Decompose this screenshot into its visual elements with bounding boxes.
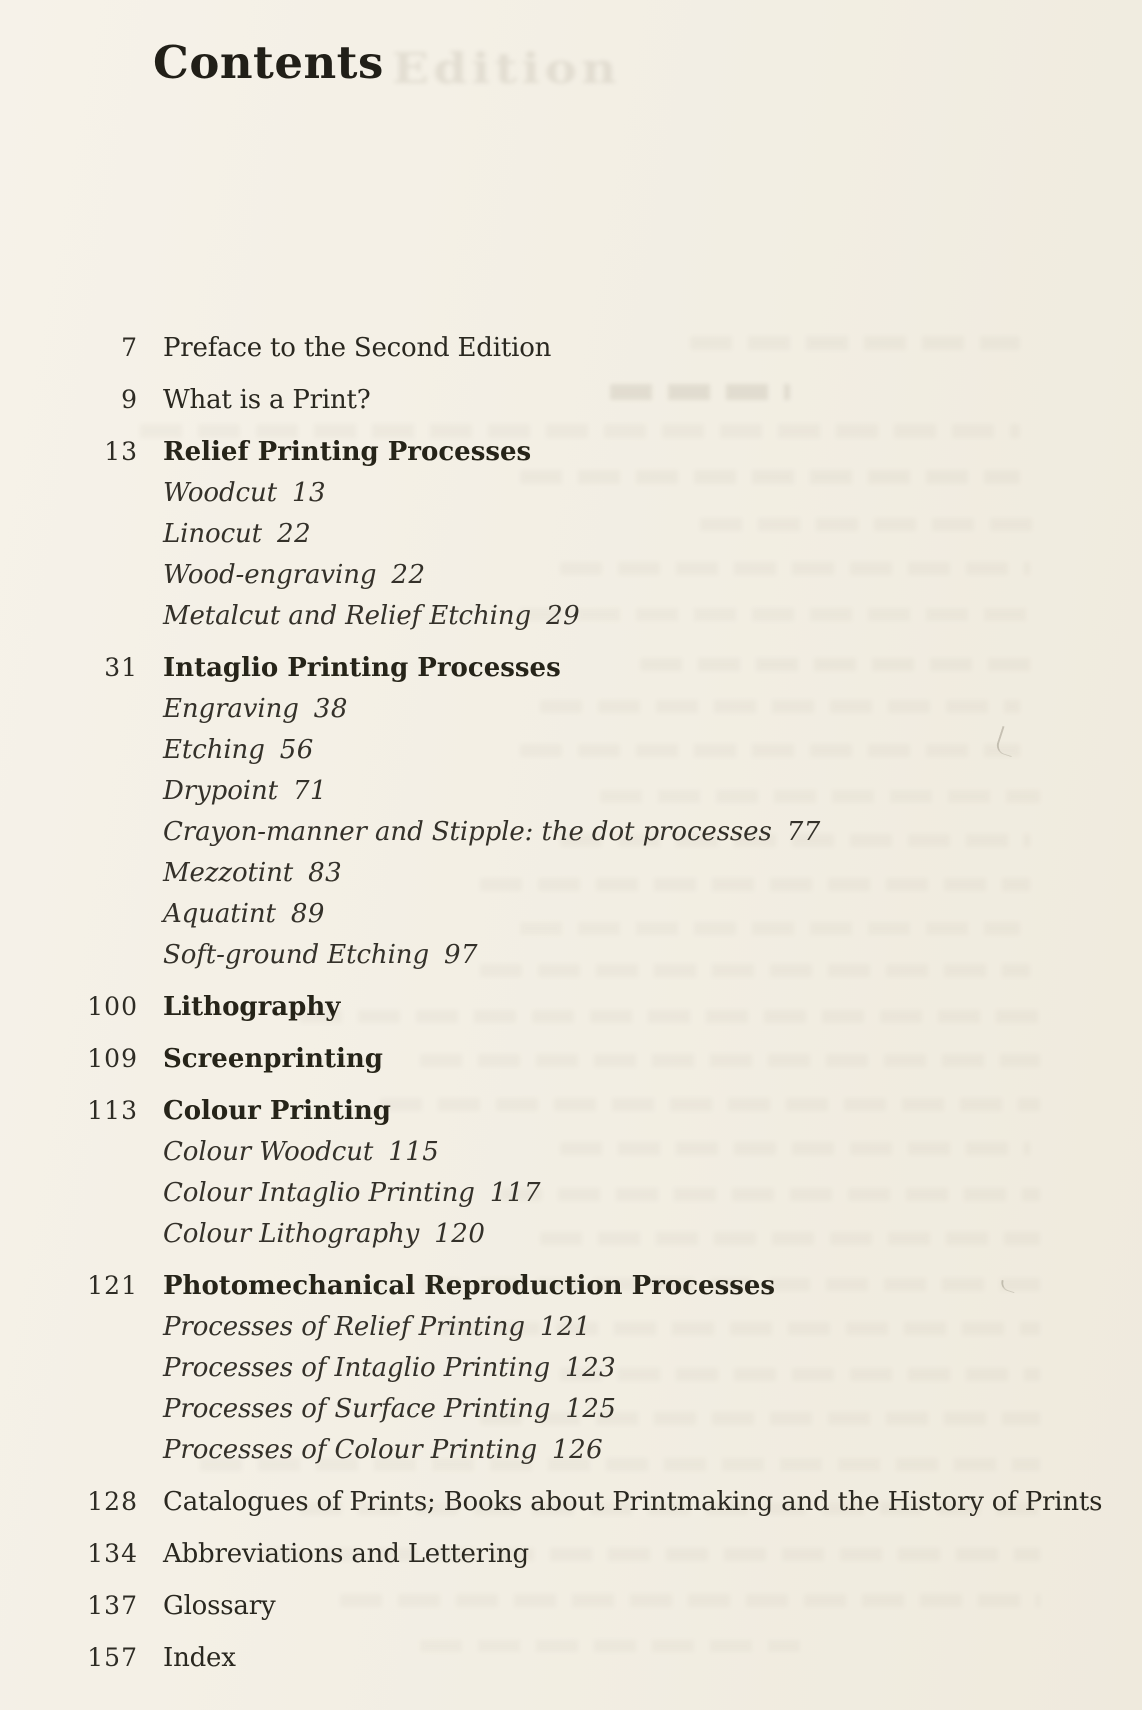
subentry-title: Colour Woodcut <box>163 1137 374 1167</box>
subentry-title: Colour Intaglio Printing <box>163 1178 475 1208</box>
subentry-page-number: 121 <box>539 1312 592 1342</box>
toc-section <box>0 1633 1120 1673</box>
toc-subentry <box>163 941 1120 970</box>
subentry-page-number: 123 <box>565 1353 617 1383</box>
subentry-title: Processes of Surface Printing <box>163 1394 551 1424</box>
subentry-page-number: 38 <box>313 694 348 724</box>
entry-page-number: 100 <box>87 992 138 1021</box>
entry-page-number: 137 <box>87 1591 138 1620</box>
toc-entry <box>0 385 1120 415</box>
subentry-page-number: 117 <box>489 1178 541 1208</box>
toc-subentry <box>163 1220 1120 1249</box>
toc-subentry <box>163 520 1120 549</box>
subentry-title: Processes of Intaglio Printing <box>163 1353 551 1383</box>
subentry-title: Etching <box>163 735 265 765</box>
subentry-page-number: 22 <box>391 560 426 590</box>
subentry-page-number: 13 <box>291 478 327 508</box>
subentry-title: Engraving <box>163 694 299 724</box>
subentry-page-number: 71 <box>292 776 328 806</box>
entry-page-number: 13 <box>104 437 138 466</box>
toc-section <box>0 427 1120 631</box>
toc-entry <box>0 1539 1120 1569</box>
subentry-page-number: 126 <box>552 1435 604 1465</box>
subentry-page-number: 77 <box>786 817 821 847</box>
toc-subentry <box>163 1179 1120 1208</box>
toc-subentry <box>163 1138 1120 1167</box>
toc-entry <box>0 333 1120 363</box>
table-of-contents <box>0 333 1120 1685</box>
subentry-title: Woodcut <box>163 478 277 508</box>
toc-subentry <box>163 859 1120 888</box>
toc-entry <box>0 1096 1120 1126</box>
toc-entry <box>0 992 1120 1022</box>
subentry-page-number: 22 <box>277 519 312 549</box>
toc-entry <box>0 1643 1120 1673</box>
toc-section <box>0 1477 1120 1517</box>
entry-title: Preface to the Second Edition <box>163 333 552 363</box>
entry-page-number: 121 <box>87 1271 138 1300</box>
subentry-page-number: 89 <box>290 899 325 929</box>
subentry-title: Colour Lithography <box>163 1219 420 1249</box>
toc-section <box>0 1261 1120 1465</box>
toc-section <box>0 643 1120 970</box>
subentry-title: Crayon-manner and Stipple: the dot processes <box>163 817 772 847</box>
toc-entry <box>0 1044 1120 1074</box>
toc-section <box>0 375 1120 415</box>
subentry-title: Processes of Relief Printing <box>163 1312 525 1342</box>
entry-title: Catalogues of Prints; Books about Printmaking and the History of Prints <box>163 1487 1103 1517</box>
entry-title: Photomechanical Reproduction Processes <box>163 1271 776 1301</box>
subentry-title: Linocut <box>163 519 263 549</box>
entry-title: Index <box>163 1643 236 1673</box>
subentry-title: Aquatint <box>163 899 276 929</box>
subentry-page-number: 56 <box>279 735 314 765</box>
subentry-title: Mezzotint <box>163 858 294 888</box>
entry-page-number: 128 <box>87 1487 138 1516</box>
toc-subentry <box>163 561 1120 590</box>
entry-page-number: 7 <box>121 333 138 362</box>
toc-entry <box>0 437 1120 467</box>
entry-page-number: 134 <box>87 1539 138 1568</box>
subentry-page-number: 97 <box>443 940 479 970</box>
subentry-page-number: 83 <box>308 858 343 888</box>
toc-subentry <box>163 479 1120 508</box>
entry-page-number: 109 <box>87 1044 138 1073</box>
subentry-title: Wood-engraving <box>163 560 377 590</box>
entry-page-number: 113 <box>87 1096 138 1125</box>
entry-title: What is a Print? <box>163 385 371 415</box>
entry-title: Glossary <box>163 1591 276 1621</box>
subentry-title: Drypoint <box>163 776 278 806</box>
subentry-title: Processes of Colour Printing <box>163 1435 538 1465</box>
subentry-title: Metalcut and Relief Etching <box>163 601 532 631</box>
toc-subentry <box>163 1395 1120 1424</box>
toc-subentry <box>163 900 1120 929</box>
toc-subentry <box>163 777 1120 806</box>
entry-title: Relief Printing Processes <box>163 437 532 467</box>
toc-section <box>0 1086 1120 1249</box>
show-through-title-text: Edition <box>392 44 622 93</box>
toc-subentry <box>163 818 1120 847</box>
toc-subentry <box>163 1354 1120 1383</box>
entry-title: Lithography <box>163 992 341 1022</box>
toc-entry <box>0 653 1120 683</box>
entry-page-number: 31 <box>104 653 138 682</box>
toc-section <box>0 982 1120 1022</box>
subentry-page-number: 120 <box>434 1219 486 1249</box>
page-title: Contents <box>153 36 384 89</box>
entry-title: Colour Printing <box>163 1096 391 1126</box>
entry-page-number: 9 <box>121 385 138 414</box>
toc-entry <box>0 1487 1120 1517</box>
toc-section <box>0 1581 1120 1621</box>
toc-subentry <box>163 695 1120 724</box>
toc-section <box>0 1034 1120 1074</box>
entry-page-number: 157 <box>87 1643 138 1672</box>
entry-title: Abbreviations and Lettering <box>163 1539 529 1569</box>
toc-subentry <box>163 1313 1120 1342</box>
toc-subentry <box>163 736 1120 765</box>
subentry-page-number: 115 <box>388 1137 440 1167</box>
toc-section <box>0 333 1120 363</box>
subentry-page-number: 29 <box>546 601 581 631</box>
toc-subentry <box>163 602 1120 631</box>
entry-title: Screenprinting <box>163 1044 383 1074</box>
toc-section <box>0 1529 1120 1569</box>
subentry-page-number: 125 <box>565 1394 617 1424</box>
subentry-title: Soft-ground Etching <box>163 940 429 970</box>
toc-subentry <box>163 1436 1120 1465</box>
entry-title: Intaglio Printing Processes <box>163 653 561 683</box>
toc-entry <box>0 1591 1120 1621</box>
toc-entry <box>0 1271 1120 1301</box>
